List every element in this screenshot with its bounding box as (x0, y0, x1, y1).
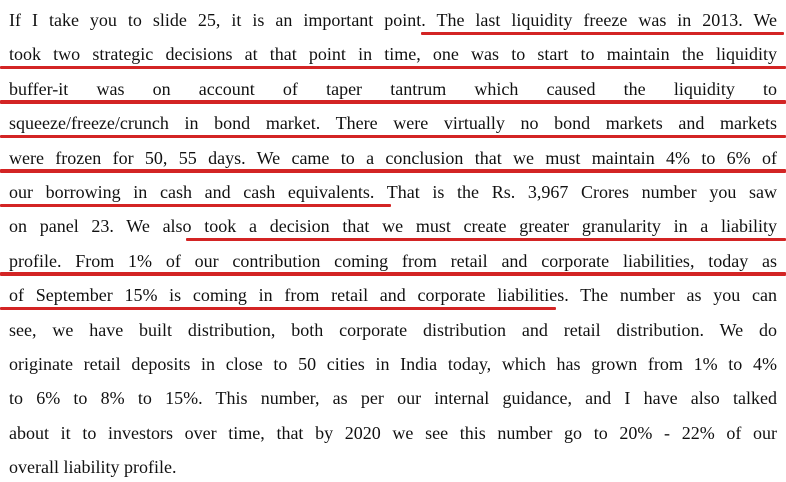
text-line: of September 15% is coming in from retail and corporate liabilities. The number as you can (9, 285, 777, 306)
text-line: to 6% to 8% to 15%. This number, as per our internal guidance, and I have also talked (9, 388, 777, 409)
text-line: profile. From 1% of our contribution coming from retail and corporate liabilities, today as (9, 250, 777, 271)
text-line: see, we have built distribution, both corporate distribution and retail distribution. We do (9, 319, 777, 340)
text-line: squeeze/freeze/crunch in bond market. There were virtually no bond markets and markets (9, 113, 777, 134)
text-line: were frozen for 50, 55 days. We came to a conclusion that we must maintain 4% to 6% of (9, 147, 777, 168)
text-line: If I take you to slide 25, it is an important point. The last liquidity freeze was in 2013. We (9, 10, 777, 30)
paragraph (9, 3, 777, 482)
text-line: originate retail deposits in close to 50 cities in India today, which has grown from 1% to 4% (9, 353, 777, 374)
text-line: our borrowing in cash and cash equivalents. That is the Rs. 3,967 Crores number you saw (9, 181, 777, 202)
text-line: took two strategic decisions at that point in time, one was to start to maintain the liquidity (9, 44, 777, 65)
text-line: buffer-it was on account of taper tantrum which caused the liquidity to (9, 78, 777, 99)
text-line: overall liability profile. (9, 457, 177, 478)
text-line: on panel 23. We also took a decision that we must create greater granularity in a liability (9, 216, 777, 237)
text-line: about it to investors over time, that by 2020 we see this number go to 20% - 22% of our (9, 422, 777, 443)
